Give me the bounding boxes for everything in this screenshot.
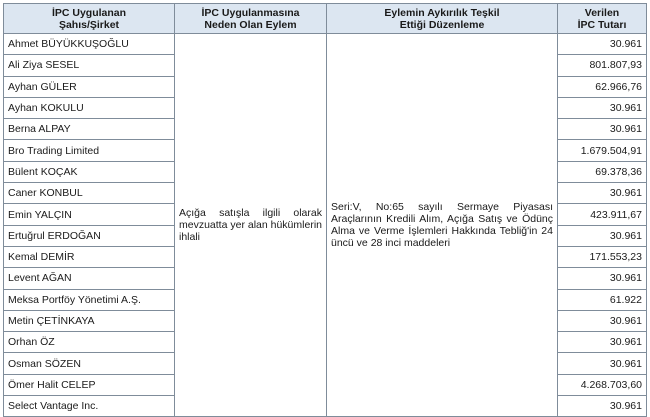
regulation-description: Seri:V, No:65 sayılı Sermaye Piyasası Araçlarının Kredili Alım, Açığa Satış ve Ödünç Alma ve Verme İşlemleri Hakkında Tebliğ'in 24 üncü ve 28 inci maddeleri [327, 34, 558, 417]
person-name: Emin YALÇIN [4, 204, 175, 225]
header-regulation-line1: Eylemin Aykırılık Teşkil [384, 6, 500, 19]
person-name: Ayhan KOKULU [4, 97, 175, 118]
person-name: Ayhan GÜLER [4, 76, 175, 97]
penalty-amount: 30.961 [558, 268, 647, 289]
penalty-amount: 30.961 [558, 332, 647, 353]
penalty-amount: 30.961 [558, 34, 647, 55]
person-name: Select Vantage Inc. [4, 396, 175, 417]
penalty-amount: 30.961 [558, 119, 647, 140]
header-amount [558, 4, 647, 34]
person-name: Berna ALPAY [4, 119, 175, 140]
person-name: Metin ÇETİNKAYA [4, 310, 175, 331]
table-row [4, 34, 647, 55]
penalty-amount: 30.961 [558, 183, 647, 204]
penalty-amount: 30.961 [558, 310, 647, 331]
person-name: Meksa Portföy Yönetimi A.Ş. [4, 289, 175, 310]
penalty-amount: 1.679.504,91 [558, 140, 647, 161]
header-action-line1: İPC Uygulanmasına [201, 6, 300, 19]
penalty-amount: 171.553,23 [558, 246, 647, 267]
penalty-amount: 30.961 [558, 396, 647, 417]
header-regulation [327, 4, 558, 34]
header-person [4, 4, 175, 34]
penalty-amount: 62.966,76 [558, 76, 647, 97]
person-name: Osman SÖZEN [4, 353, 175, 374]
header-row [4, 4, 647, 34]
header-person-line1: İPC Uygulanan [51, 6, 127, 19]
person-name: Ahmet BÜYÜKKUŞOĞLU [4, 34, 175, 55]
penalty-table [3, 3, 647, 417]
person-name: Ertuğrul ERDOĞAN [4, 225, 175, 246]
penalty-amount: 4.268.703,60 [558, 374, 647, 395]
person-name: Caner KONBUL [4, 183, 175, 204]
penalty-amount: 30.961 [558, 97, 647, 118]
penalty-amount: 801.807,93 [558, 55, 647, 76]
penalty-amount: 69.378,36 [558, 161, 647, 182]
person-name: Ömer Halit CELEP [4, 374, 175, 395]
header-amount-line2: İPC Tutarı [577, 18, 627, 31]
penalty-amount: 423.911,67 [558, 204, 647, 225]
action-description: Açığa satışla ilgili olarak mevzuatta yer alan hükümlerin ihlali [175, 34, 327, 417]
person-name: Bülent KOÇAK [4, 161, 175, 182]
penalty-amount: 30.961 [558, 353, 647, 374]
penalty-amount: 61.922 [558, 289, 647, 310]
header-person-line2: Şahıs/Şirket [58, 18, 120, 31]
header-regulation-line2: Ettiği Düzenleme [399, 18, 485, 31]
person-name: Levent AĞAN [4, 268, 175, 289]
header-action-line2: Neden Olan Eylem [204, 18, 297, 31]
person-name: Orhan ÖZ [4, 332, 175, 353]
penalty-amount: 30.961 [558, 225, 647, 246]
person-name: Kemal DEMİR [4, 246, 175, 267]
header-action [175, 4, 327, 34]
person-name: Bro Trading Limited [4, 140, 175, 161]
header-amount-line1: Verilen [584, 6, 620, 19]
person-name: Ali Ziya SESEL [4, 55, 175, 76]
